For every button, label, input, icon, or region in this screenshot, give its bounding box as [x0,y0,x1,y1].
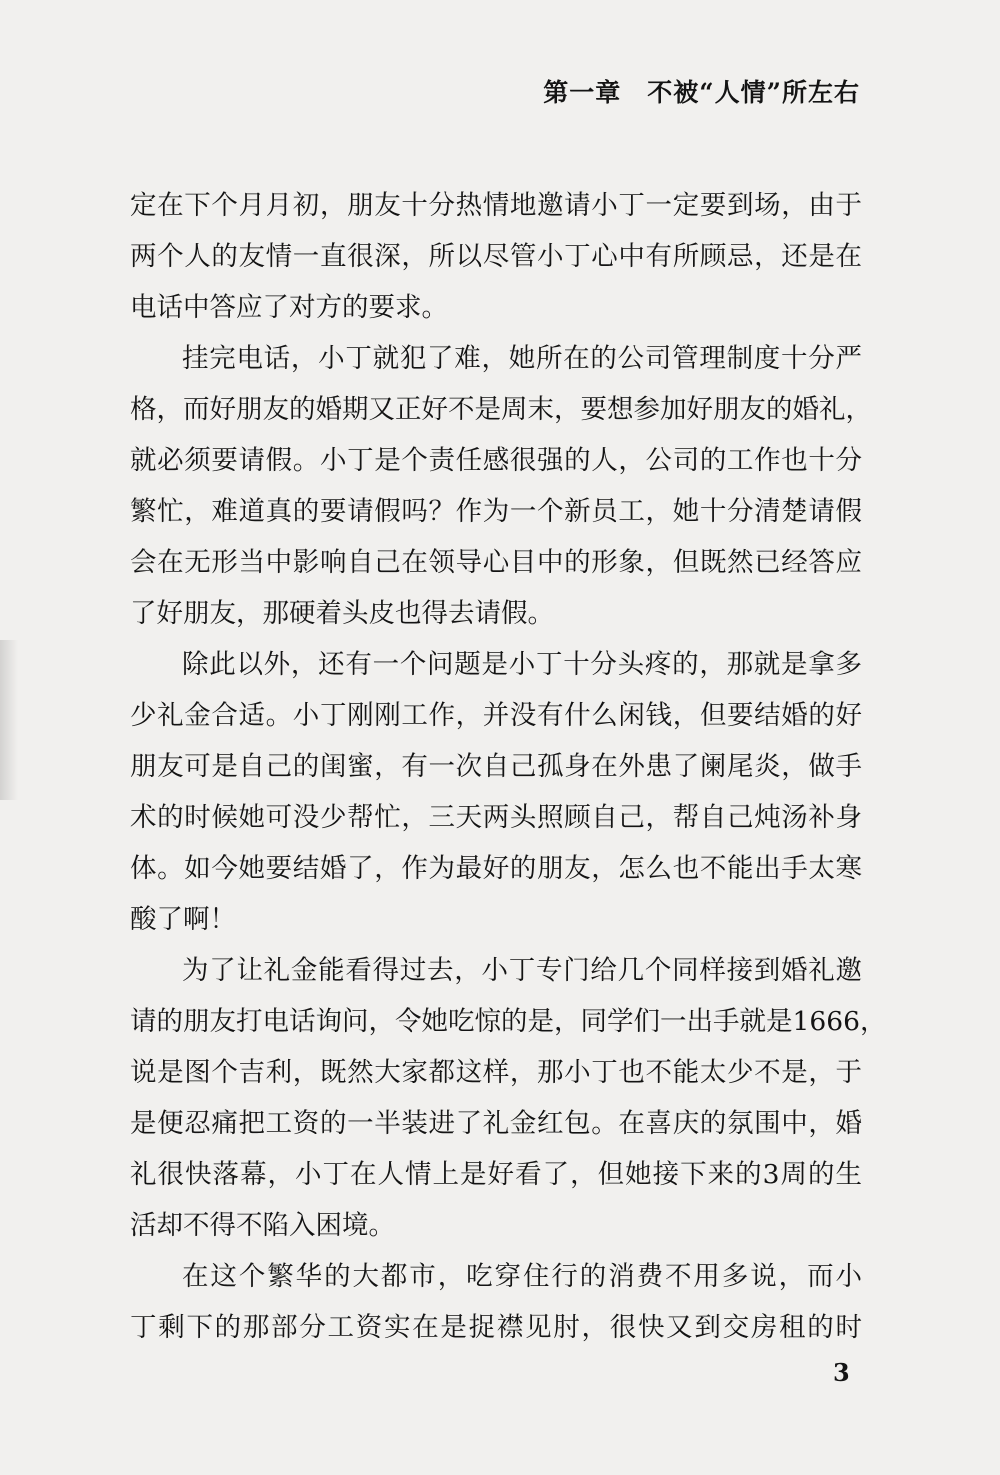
text-line: 繁忙，难道真的要请假吗？作为一个新员工，她十分清楚请假 [130,496,862,527]
text-line: 两个人的友情一直很深，所以尽管小丁心中有所顾忌，还是在 [130,241,862,272]
text-line: 了好朋友，那硬着头皮也得去请假。 [130,598,554,629]
text-line: 术的时候她可没少帮忙，三天两头照顾自己，帮自己炖汤补身 [130,802,862,833]
text-line: 除此以外，还有一个问题是小丁十分头疼的，那就是拿多 [182,649,862,680]
paragraph [130,945,887,1251]
chapter-label: 第一章 [543,78,622,107]
text-line: 是便忍痛把工资的一半装进了礼金红包。在喜庆的氛围中，婚 [130,1108,862,1139]
text-line: 为了让礼金能看得过去，小丁专门给几个同样接到婚礼邀 [182,955,862,986]
text-line: 在这个繁华的大都市，吃穿住行的消费不用多说，而小 [182,1261,862,1292]
paragraph [130,180,862,333]
text-line: 少礼金合适。小丁刚刚工作，并没有什么闲钱，但要结婚的好 [130,700,862,731]
text-line: 定在下个月月初，朋友十分热情地邀请小丁一定要到场，由于 [130,190,862,221]
text-line: 酸了啊！ [130,904,236,935]
text-line: 礼很快落幕，小丁在人情上是好看了，但她接下来的3周的生 [130,1159,862,1190]
paragraph [130,333,872,639]
text-line: 体。如今她要结婚了，作为最好的朋友，怎么也不能出手太寒 [130,853,862,884]
paragraph [130,639,862,945]
text-line: 活却不得不陷入困境。 [130,1210,395,1241]
text-line: 会在无形当中影响自己在领导心目中的形象，但既然已经答应 [130,547,862,578]
text-line: 请的朋友打电话询问，令她吃惊的是，同学们一出手就是1666， [130,1006,887,1037]
running-header [543,73,860,109]
text-line: 朋友可是自己的闺蜜，有一次自己孤身在外患了阑尾炎，做手 [130,751,862,782]
text-line: 就必须要请假。小丁是个责任感很强的人，公司的工作也十分 [130,445,862,476]
text-line: 丁剩下的那部分工资实在是捉襟见肘，很快又到交房租的时 [130,1312,862,1343]
text-line: 格，而好朋友的婚期又正好不是周末，要想参加好朋友的婚礼， [130,394,872,425]
paragraph [130,1251,862,1353]
scan-edge-shadow [0,640,18,800]
body-text [130,180,887,1353]
page-number: 3 [833,1358,850,1387]
chapter-title: 不被“人情”所左右 [647,78,860,107]
text-line: 挂完电话，小丁就犯了难，她所在的公司管理制度十分严 [182,343,862,374]
text-line: 说是图个吉利，既然大家都这样，那小丁也不能太少不是，于 [130,1057,862,1088]
text-line: 电话中答应了对方的要求。 [130,292,448,323]
